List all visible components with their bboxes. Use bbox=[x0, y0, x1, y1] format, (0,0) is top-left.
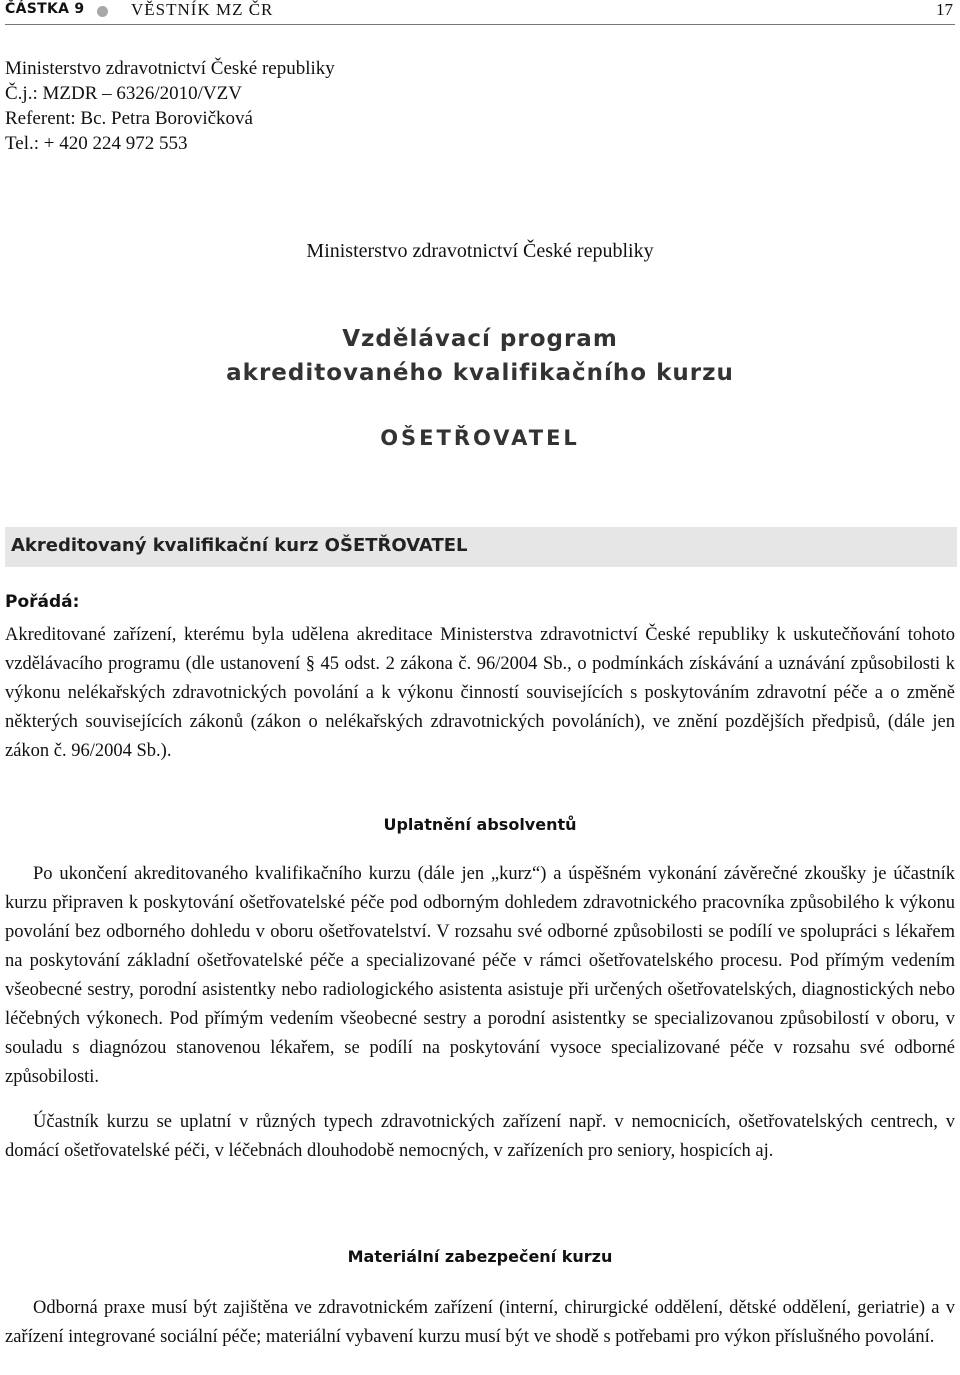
meta-reference: Č.j.: MZDR – 6326/2010/VZV bbox=[5, 83, 242, 104]
section-heading-materials: Materiální zabezpečení kurzu bbox=[347, 1247, 613, 1266]
meta-ministry: Ministerstvo zdravotnictví České republiky bbox=[5, 58, 335, 79]
course-title-bar bbox=[5, 527, 957, 567]
journal-name: VĚSTNÍK MZ ČR bbox=[131, 0, 274, 19]
meta-phone: Tel.: + 420 224 972 553 bbox=[5, 133, 188, 154]
document-title bbox=[0, 322, 960, 390]
graduates-paragraph-1: Po ukončení akreditovaného kvalifikačního kurzu (dále jen „kurz“) a úspěšném vykonání závěrečné zkoušky je účastník kurzu připraven k poskytování ošetřovatelské péče pod odborným dohledem zdravotnického pracovníka způsobilého k výkonu povolání bez odborného dohledu v oboru ošetřovatelství. V rozsahu své odborné způsobilosti se podílí ve spolupráci s lékařem na poskytování základní ošetřovatelské péče a specializované péče v rámci ošetřovatelského procesu. Pod přímým vedením všeobecné sestry, porodní asistentky nebo radiologického asistenta asistuje při určených ošetřovatelských, diagnostických nebo léčebných výkonech. Pod přímým vedením všeobecné sestry a porodní asistentky se specializovanou způsobilostí v oboru, v souladu s diagnózou stanovenou lékařem, se podílí na poskytování vysoce specializované péče v rozsahu své odborné způsobilosti. bbox=[5, 864, 955, 1087]
page-number: 17 bbox=[936, 0, 953, 19]
page-header bbox=[5, 0, 955, 25]
materials-paragraph: Odborná praxe musí být zajištěna ve zdravotnickém zařízení (interní, chirurgické oddělení, dětské oddělení, geriatrie) a v zařízení integrované sociální péče; materiální vybavení kurzu musí být ve shodě s potřebami pro výkon příslušného povolání. bbox=[5, 1298, 955, 1347]
issue-part: ČÁSTKA 9 bbox=[5, 1, 85, 17]
bullet-dot-icon bbox=[97, 6, 108, 17]
course-title: Akreditovaný kvalifikační kurz OŠETŘOVATEL bbox=[11, 535, 468, 556]
graduates-paragraph-2: Účastník kurzu se uplatní v různých typech zdravotnických zařízení např. v nemocnicích, ošetřovatelských centrech, v domácí ošetřovatelské péči, v léčebnách dlouhodobě nemocných, v zařízeních pro seniory, hospicích aj. bbox=[5, 1112, 955, 1161]
section-heading-graduates: Uplatnění absolventů bbox=[383, 815, 577, 834]
title-line-1: Vzdělávací program bbox=[342, 326, 618, 352]
document-subtitle: OŠETŘOVATEL bbox=[380, 426, 580, 450]
meta-referent: Referent: Bc. Petra Borovičková bbox=[5, 108, 253, 129]
document-meta bbox=[5, 56, 335, 156]
organizer-paragraph: Akreditované zařízení, kterému byla udělena akreditace Ministerstva zdravotnictví České republiky k uskutečňování tohoto vzdělávacího programu (dle ustanovení § 45 odst. 2 zákona č. 96/2004 Sb., o podmínkách získávání a uznávání způsobilosti k výkonu nelékařských zdravotnických povolání a k výkonu činností souvisejících s poskytováním zdravotní péče a o změně některých souvisejících zákonů (zákon o nelékařských zdravotnických povoláních), ve znění pozdějších předpisů, (dále jen zákon č. 96/2004 Sb.). bbox=[5, 625, 955, 761]
title-line-2: akreditovaného kvalifikačního kurzu bbox=[226, 360, 734, 386]
ministry-heading: Ministerstvo zdravotnictví České republiky bbox=[306, 240, 654, 262]
organizer-label: Pořádá: bbox=[5, 592, 80, 612]
